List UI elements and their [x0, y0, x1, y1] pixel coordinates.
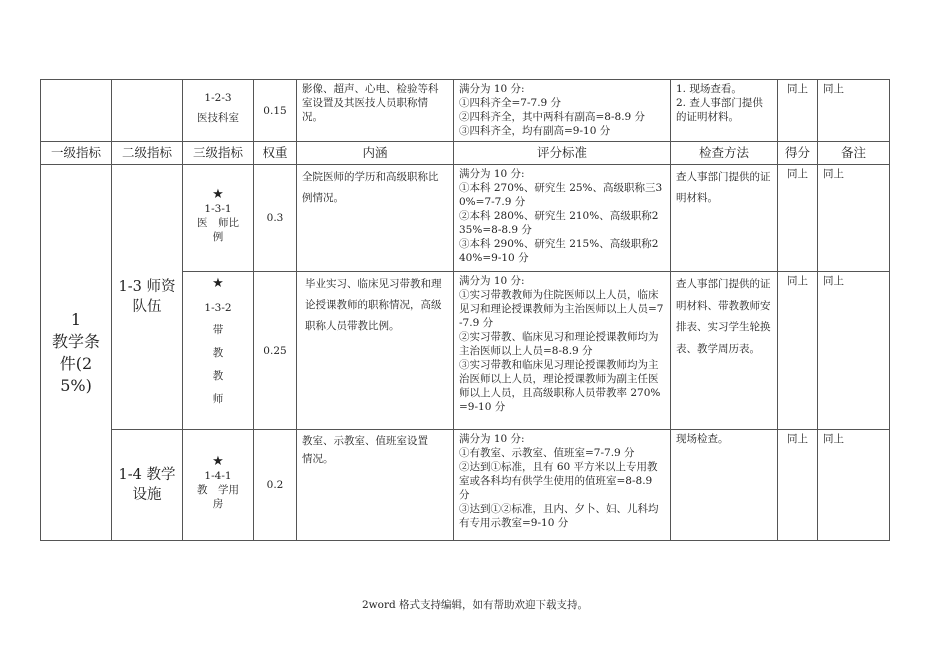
note-cell: 同上	[818, 80, 890, 142]
table-row	[41, 80, 890, 142]
level3-cell	[183, 165, 254, 272]
criteria-cell: 满分为 10 分: ①实习带教教师为住院医师以上人员，临床见习和理论授课教师为主治医师以上人员=7-7.9 分 ②实习带教、临床见习和理论授课教师均为主治医师以上人员=8-8.9 分 ③实习带教和临床见习理论授课教师均为主治医师以上人员，理论授课教师为副主任医师以上人员，且高级职称人员带教率 270%=9-10 分	[454, 272, 671, 430]
header-score: 得分	[778, 142, 818, 165]
header-content: 内涵	[297, 142, 454, 165]
content-cell: 教室、示教室、值班室设置 情况。	[297, 430, 454, 541]
criteria-cell: 满分为 10 分: ①有教室、示教室、值班室=7-7.9 分 ②达到①标准，且有 60 平方米以上专用教室或各科均有供学生使用的值班室=8-8.9 分 ③达到①②标准，且内、夕卜、妇、儿科均有专用示教室=9-10 分	[454, 430, 671, 541]
content-cell: 影像、超声、心电、检验等科室设置及其医技人员职称情况。	[297, 80, 454, 142]
level3-cell	[183, 272, 254, 430]
star-icon: ★	[212, 187, 224, 202]
level3-name-char: 教	[212, 370, 224, 382]
content-cell	[297, 272, 454, 430]
level3-code: 1-3-1	[204, 203, 232, 215]
header-criteria: 评分标准	[454, 142, 671, 165]
header-level1: 一级指标	[41, 142, 112, 165]
criteria-cell	[454, 80, 671, 142]
level3-code: 1-2-3	[204, 92, 232, 104]
star-icon: ★	[212, 276, 224, 291]
weight-cell: 0.15	[254, 80, 297, 142]
score-cell: 同上	[778, 165, 818, 272]
table-row	[41, 430, 890, 541]
level1-title: 教学条件(25%)	[51, 331, 100, 395]
header-level3: 三级指标	[183, 142, 254, 165]
level3-name: 教 学用房	[197, 484, 239, 510]
score-cell: 同上	[778, 80, 818, 142]
level3-cell	[183, 80, 254, 142]
table-row	[41, 165, 890, 272]
level3-cell	[183, 430, 254, 541]
level3-code: 1-4-1	[204, 470, 232, 482]
method-cell: 现场检查。	[671, 430, 778, 541]
note-cell: 同上	[818, 165, 890, 272]
weight-cell: 0.3	[254, 165, 297, 272]
score-cell: 同上	[778, 272, 818, 430]
content-text: 毕业实习、临床见习带教和理论授课教师的职称情况，高级职称人员带教比例。	[305, 278, 442, 332]
level2-cell-empty	[112, 80, 183, 142]
level2-cell: 1-4 教学设施	[112, 430, 183, 541]
score-cell: 同上	[778, 430, 818, 541]
header-note: 备注	[818, 142, 890, 165]
level3-name: 医技科室	[197, 112, 239, 124]
method-cell: 查人事部门提供的证明材料。	[671, 165, 778, 272]
content-cell: 全院医师的学历和高级职称比例情况。	[297, 165, 454, 272]
criteria-text: 满分为 10 分: ①四科齐全=7-7.9 分 ②四科齐全，其中两科有副高=8-8.9 分 ③四科齐全，均有副高=9-10 分	[459, 83, 646, 137]
level1-number: 1	[70, 309, 82, 329]
level2-cell: 1-3 师资队伍	[112, 165, 183, 430]
method-cell: 1. 现场查看。 2. 查人事部门提供的证明材料。	[671, 80, 778, 142]
note-cell: 同上	[818, 272, 890, 430]
level3-name-char: 带	[212, 324, 224, 336]
criteria-cell: 满分为 10 分: ①本科 270%、研究生 25%、高级职称三30%=7-7.9 分 ②本科 280%、研究生 210%、高级职称235%=8-8.9 分 ③本科 290%、研究生 215%、高级职称240%=9-10 分	[454, 165, 671, 272]
level3-name-char: 教	[212, 347, 224, 359]
level1-cell	[41, 165, 112, 541]
evaluation-table	[40, 79, 890, 541]
star-icon: ★	[212, 454, 224, 469]
page-footer: 2word 格式支持编辑，如有帮助欢迎下载支持。	[361, 599, 589, 611]
header-level2: 二级指标	[112, 142, 183, 165]
header-weight: 权重	[254, 142, 297, 165]
level3-code: 1-3-2	[204, 302, 232, 314]
level3-name-char: 师	[212, 393, 224, 405]
header-method: 检查方法	[671, 142, 778, 165]
weight-cell: 0.2	[254, 430, 297, 541]
weight-cell: 0.25	[254, 272, 297, 430]
level1-cell-empty	[41, 80, 112, 142]
note-cell: 同上	[818, 430, 890, 541]
header-row	[41, 142, 890, 165]
level3-name: 医 师比例	[197, 217, 239, 243]
method-cell: 查人事部门提供的证明材料、带教教师安排表、实习学生轮换表、教学周历表。	[671, 272, 778, 430]
